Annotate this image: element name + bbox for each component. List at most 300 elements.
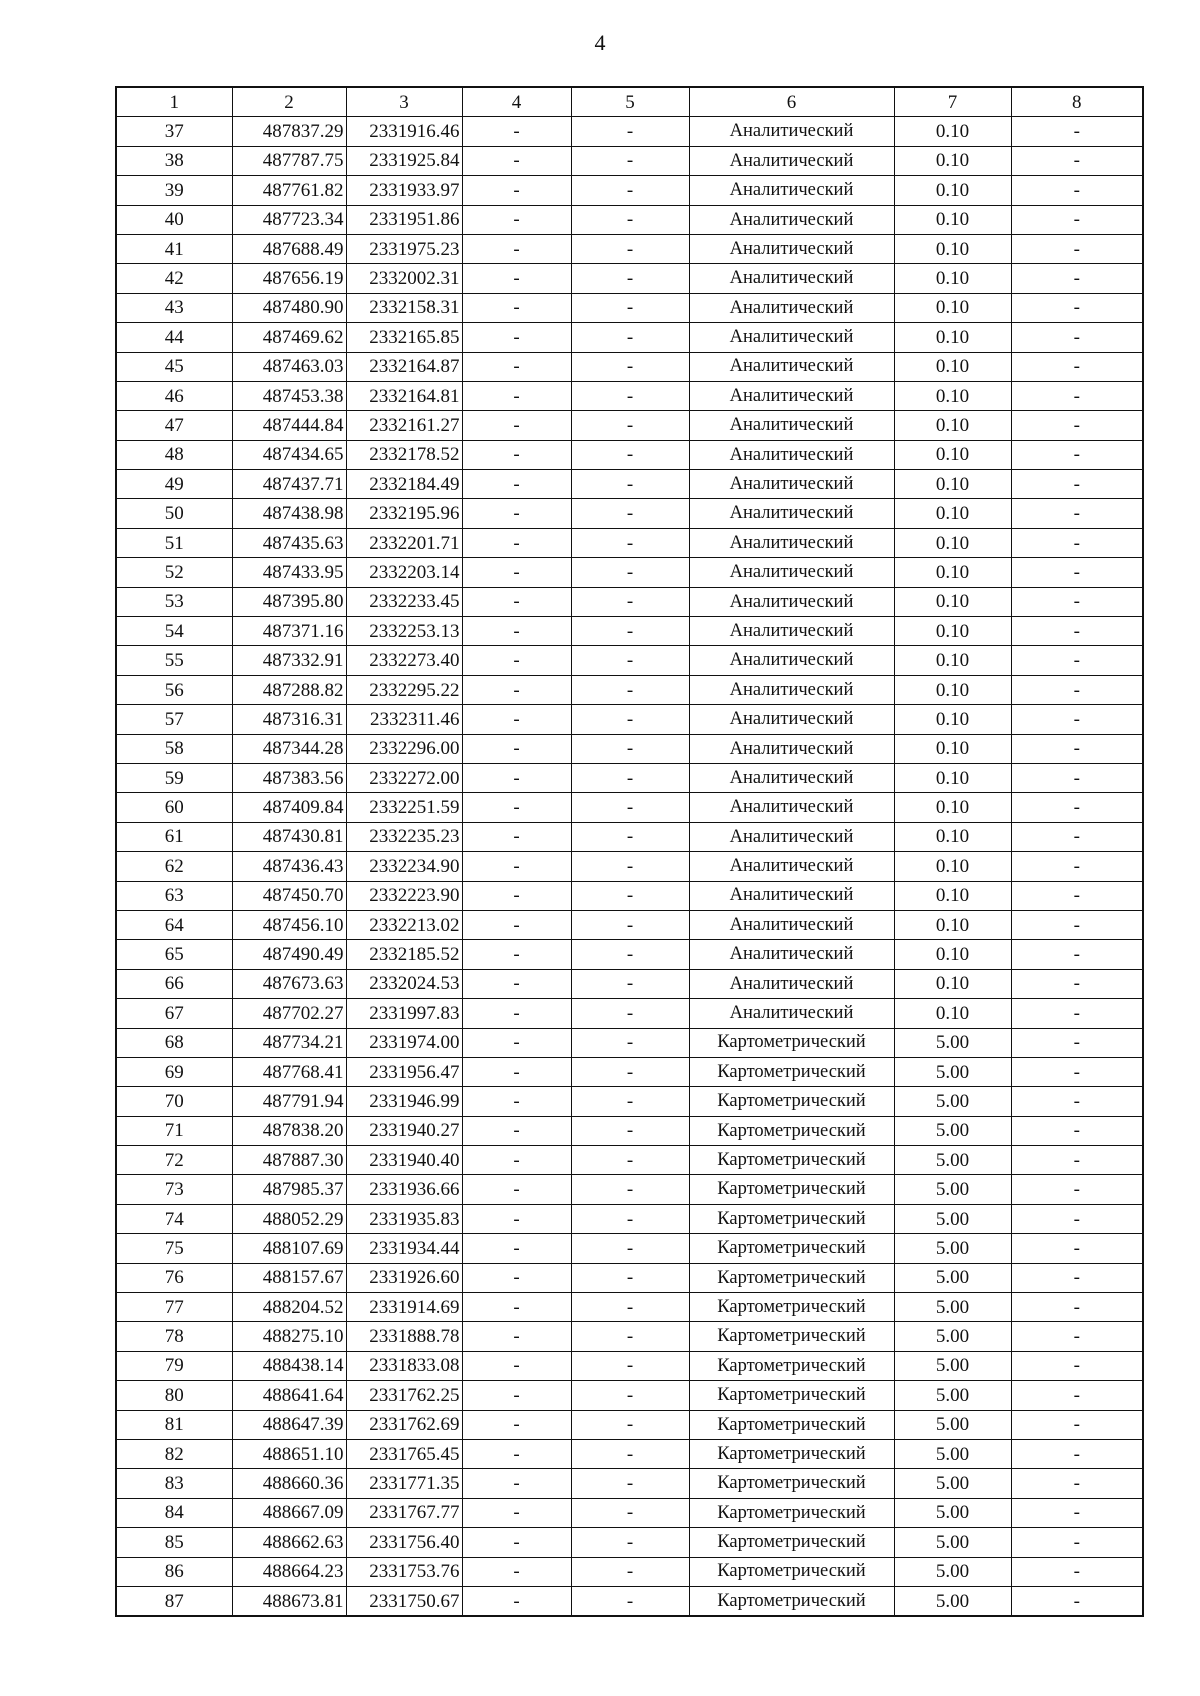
table-row	[116, 176, 1143, 205]
y-coordinate-cell: 2331926.60	[346, 1263, 462, 1292]
table-row	[116, 1410, 1143, 1439]
precision-cell: 5.00	[894, 1087, 1011, 1116]
y-coordinate-cell: 2332203.14	[346, 558, 462, 587]
point-number-cell: 38	[116, 146, 232, 175]
column-4-cell: -	[462, 323, 571, 352]
y-coordinate-cell: 2332024.53	[346, 969, 462, 998]
table-row	[116, 940, 1143, 969]
y-coordinate-cell: 2331956.47	[346, 1057, 462, 1086]
column-5-cell: -	[571, 617, 689, 646]
x-coordinate-cell: 488651.10	[232, 1439, 346, 1468]
column-8-cell: -	[1011, 852, 1143, 881]
y-coordinate-cell: 2331762.25	[346, 1381, 462, 1410]
method-cell: Картометрический	[689, 1586, 894, 1616]
column-8-cell: -	[1011, 558, 1143, 587]
page-number: 4	[594, 30, 606, 55]
y-coordinate-cell: 2331975.23	[346, 234, 462, 263]
x-coordinate-cell: 488647.39	[232, 1410, 346, 1439]
method-cell: Аналитический	[689, 822, 894, 851]
column-4-cell: -	[462, 1410, 571, 1439]
table-row	[116, 1263, 1143, 1292]
column-4-cell: -	[462, 587, 571, 616]
y-coordinate-cell: 2331914.69	[346, 1293, 462, 1322]
y-coordinate-cell: 2332296.00	[346, 734, 462, 763]
table-row	[116, 1087, 1143, 1116]
method-cell: Картометрический	[689, 1351, 894, 1380]
method-cell: Картометрический	[689, 1175, 894, 1204]
table-row	[116, 1528, 1143, 1557]
column-8-cell: -	[1011, 646, 1143, 675]
table-row	[116, 1351, 1143, 1380]
precision-cell: 0.10	[894, 940, 1011, 969]
column-8-cell: -	[1011, 293, 1143, 322]
table-row	[116, 499, 1143, 528]
precision-cell: 0.10	[894, 734, 1011, 763]
precision-cell: 0.10	[894, 205, 1011, 234]
column-4-cell: -	[462, 617, 571, 646]
table-row	[116, 1175, 1143, 1204]
table-row	[116, 587, 1143, 616]
column-4-cell: -	[462, 117, 571, 146]
column-5-cell: -	[571, 705, 689, 734]
y-coordinate-cell: 2332178.52	[346, 440, 462, 469]
table-row	[116, 352, 1143, 381]
y-coordinate-cell: 2332234.90	[346, 852, 462, 881]
column-4-cell: -	[462, 528, 571, 557]
column-4-cell: -	[462, 1439, 571, 1468]
point-number-cell: 51	[116, 528, 232, 557]
y-coordinate-cell: 2332201.71	[346, 528, 462, 557]
y-coordinate-cell: 2332272.00	[346, 763, 462, 792]
x-coordinate-cell: 487371.16	[232, 617, 346, 646]
column-8-cell: -	[1011, 470, 1143, 499]
point-number-cell: 37	[116, 117, 232, 146]
table-row	[116, 381, 1143, 410]
table-row	[116, 646, 1143, 675]
column-4-cell: -	[462, 1381, 571, 1410]
x-coordinate-cell: 487409.84	[232, 793, 346, 822]
precision-cell: 5.00	[894, 1322, 1011, 1351]
precision-cell: 5.00	[894, 1175, 1011, 1204]
x-coordinate-cell: 488157.67	[232, 1263, 346, 1292]
x-coordinate-cell: 488438.14	[232, 1351, 346, 1380]
y-coordinate-cell: 2332164.81	[346, 381, 462, 410]
x-coordinate-cell: 488664.23	[232, 1557, 346, 1586]
column-5-cell: -	[571, 1469, 689, 1498]
column-5-cell: -	[571, 293, 689, 322]
column-5-cell: -	[571, 264, 689, 293]
precision-cell: 5.00	[894, 1381, 1011, 1410]
x-coordinate-cell: 487490.49	[232, 940, 346, 969]
column-8-cell: -	[1011, 675, 1143, 704]
column-5-cell: -	[571, 1498, 689, 1527]
column-8-cell: -	[1011, 734, 1143, 763]
table-row	[116, 205, 1143, 234]
column-8-cell: -	[1011, 763, 1143, 792]
table-row	[116, 117, 1143, 146]
y-coordinate-cell: 2331934.44	[346, 1234, 462, 1263]
x-coordinate-cell: 487985.37	[232, 1175, 346, 1204]
table-row	[116, 822, 1143, 851]
table-row	[116, 1028, 1143, 1057]
x-coordinate-cell: 487463.03	[232, 352, 346, 381]
precision-cell: 5.00	[894, 1586, 1011, 1616]
column-5-cell: -	[571, 1057, 689, 1086]
column-8-cell: -	[1011, 1175, 1143, 1204]
column-5-cell: -	[571, 1146, 689, 1175]
precision-cell: 0.10	[894, 558, 1011, 587]
point-number-cell: 72	[116, 1146, 232, 1175]
point-number-cell: 66	[116, 969, 232, 998]
column-5-cell: -	[571, 999, 689, 1028]
x-coordinate-cell: 487433.95	[232, 558, 346, 587]
column-4-cell: -	[462, 1116, 571, 1145]
column-5-cell: -	[571, 852, 689, 881]
column-4-cell: -	[462, 293, 571, 322]
column-8-cell: -	[1011, 1586, 1143, 1616]
point-number-cell: 84	[116, 1498, 232, 1527]
column-8-cell: -	[1011, 1351, 1143, 1380]
column-5-cell: -	[571, 440, 689, 469]
point-number-cell: 67	[116, 999, 232, 1028]
point-number-cell: 57	[116, 705, 232, 734]
column-8-cell: -	[1011, 1204, 1143, 1233]
precision-cell: 0.10	[894, 617, 1011, 646]
x-coordinate-cell: 487450.70	[232, 881, 346, 910]
point-number-cell: 47	[116, 411, 232, 440]
column-8-cell: -	[1011, 1057, 1143, 1086]
column-5-cell: -	[571, 1087, 689, 1116]
precision-cell: 5.00	[894, 1028, 1011, 1057]
x-coordinate-cell: 487734.21	[232, 1028, 346, 1057]
precision-cell: 5.00	[894, 1204, 1011, 1233]
method-cell: Картометрический	[689, 1293, 894, 1322]
column-4-cell: -	[462, 675, 571, 704]
method-cell: Аналитический	[689, 852, 894, 881]
column-5-cell: -	[571, 763, 689, 792]
x-coordinate-cell: 487436.43	[232, 852, 346, 881]
x-coordinate-cell: 487702.27	[232, 999, 346, 1028]
column-5-cell: -	[571, 1322, 689, 1351]
column-4-cell: -	[462, 1498, 571, 1527]
y-coordinate-cell: 2331771.35	[346, 1469, 462, 1498]
table-row	[116, 1293, 1143, 1322]
x-coordinate-cell: 487453.38	[232, 381, 346, 410]
table-row	[116, 1146, 1143, 1175]
table-body	[116, 117, 1143, 1616]
y-coordinate-cell: 2331925.84	[346, 146, 462, 175]
y-coordinate-cell: 2331997.83	[346, 999, 462, 1028]
column-5-cell: -	[571, 1263, 689, 1292]
method-cell: Картометрический	[689, 1263, 894, 1292]
column-8-cell: -	[1011, 1381, 1143, 1410]
column-8-cell: -	[1011, 1498, 1143, 1527]
point-number-cell: 58	[116, 734, 232, 763]
column-header: 6	[689, 87, 894, 117]
precision-cell: 0.10	[894, 969, 1011, 998]
method-cell: Аналитический	[689, 646, 894, 675]
table-row	[116, 264, 1143, 293]
column-8-cell: -	[1011, 411, 1143, 440]
method-cell: Картометрический	[689, 1204, 894, 1233]
column-8-cell: -	[1011, 176, 1143, 205]
column-8-cell: -	[1011, 999, 1143, 1028]
point-number-cell: 49	[116, 470, 232, 499]
y-coordinate-cell: 2331946.99	[346, 1087, 462, 1116]
point-number-cell: 59	[116, 763, 232, 792]
column-8-cell: -	[1011, 793, 1143, 822]
precision-cell: 5.00	[894, 1557, 1011, 1586]
y-coordinate-cell: 2332311.46	[346, 705, 462, 734]
column-8-cell: -	[1011, 1146, 1143, 1175]
precision-cell: 0.10	[894, 528, 1011, 557]
column-4-cell: -	[462, 1586, 571, 1616]
point-number-cell: 44	[116, 323, 232, 352]
precision-cell: 0.10	[894, 587, 1011, 616]
y-coordinate-cell: 2332164.87	[346, 352, 462, 381]
precision-cell: 5.00	[894, 1439, 1011, 1468]
column-4-cell: -	[462, 999, 571, 1028]
x-coordinate-cell: 487430.81	[232, 822, 346, 851]
precision-cell: 5.00	[894, 1234, 1011, 1263]
point-number-cell: 78	[116, 1322, 232, 1351]
column-5-cell: -	[571, 1351, 689, 1380]
y-coordinate-cell: 2331888.78	[346, 1322, 462, 1351]
precision-cell: 5.00	[894, 1351, 1011, 1380]
table-row	[116, 293, 1143, 322]
x-coordinate-cell: 488667.09	[232, 1498, 346, 1527]
method-cell: Аналитический	[689, 969, 894, 998]
method-cell: Аналитический	[689, 617, 894, 646]
column-4-cell: -	[462, 793, 571, 822]
column-8-cell: -	[1011, 705, 1143, 734]
column-4-cell: -	[462, 176, 571, 205]
precision-cell: 0.10	[894, 822, 1011, 851]
point-number-cell: 87	[116, 1586, 232, 1616]
method-cell: Аналитический	[689, 352, 894, 381]
table-row	[116, 323, 1143, 352]
column-8-cell: -	[1011, 1439, 1143, 1468]
point-number-cell: 79	[116, 1351, 232, 1380]
method-cell: Аналитический	[689, 881, 894, 910]
column-5-cell: -	[571, 1234, 689, 1263]
table-row	[116, 852, 1143, 881]
precision-cell: 0.10	[894, 881, 1011, 910]
y-coordinate-cell: 2332165.85	[346, 323, 462, 352]
column-8-cell: -	[1011, 1028, 1143, 1057]
x-coordinate-cell: 487723.34	[232, 205, 346, 234]
precision-cell: 5.00	[894, 1293, 1011, 1322]
column-4-cell: -	[462, 969, 571, 998]
x-coordinate-cell: 487316.31	[232, 705, 346, 734]
y-coordinate-cell: 2332295.22	[346, 675, 462, 704]
point-number-cell: 63	[116, 881, 232, 910]
method-cell: Аналитический	[689, 205, 894, 234]
column-8-cell: -	[1011, 117, 1143, 146]
x-coordinate-cell: 487383.56	[232, 763, 346, 792]
table-row	[116, 1469, 1143, 1498]
point-number-cell: 52	[116, 558, 232, 587]
column-5-cell: -	[571, 352, 689, 381]
column-4-cell: -	[462, 1557, 571, 1586]
method-cell: Аналитический	[689, 675, 894, 704]
column-8-cell: -	[1011, 881, 1143, 910]
column-5-cell: -	[571, 1439, 689, 1468]
table-row	[116, 969, 1143, 998]
y-coordinate-cell: 2331940.40	[346, 1146, 462, 1175]
column-header: 3	[346, 87, 462, 117]
column-header: 5	[571, 87, 689, 117]
column-5-cell: -	[571, 528, 689, 557]
precision-cell: 0.10	[894, 117, 1011, 146]
x-coordinate-cell: 488662.63	[232, 1528, 346, 1557]
column-8-cell: -	[1011, 969, 1143, 998]
column-5-cell: -	[571, 734, 689, 763]
method-cell: Аналитический	[689, 940, 894, 969]
column-header: 1	[116, 87, 232, 117]
point-number-cell: 65	[116, 940, 232, 969]
method-cell: Аналитический	[689, 499, 894, 528]
method-cell: Картометрический	[689, 1057, 894, 1086]
column-4-cell: -	[462, 1322, 571, 1351]
table-row	[116, 793, 1143, 822]
column-8-cell: -	[1011, 940, 1143, 969]
point-number-cell: 69	[116, 1057, 232, 1086]
precision-cell: 0.10	[894, 411, 1011, 440]
table-row	[116, 1234, 1143, 1263]
precision-cell: 0.10	[894, 793, 1011, 822]
method-cell: Аналитический	[689, 734, 894, 763]
method-cell: Аналитический	[689, 587, 894, 616]
column-8-cell: -	[1011, 1087, 1143, 1116]
method-cell: Аналитический	[689, 293, 894, 322]
x-coordinate-cell: 488673.81	[232, 1586, 346, 1616]
table-row	[116, 734, 1143, 763]
point-number-cell: 39	[116, 176, 232, 205]
column-4-cell: -	[462, 646, 571, 675]
column-8-cell: -	[1011, 910, 1143, 939]
y-coordinate-cell: 2332223.90	[346, 881, 462, 910]
method-cell: Аналитический	[689, 381, 894, 410]
precision-cell: 0.10	[894, 705, 1011, 734]
column-header: 8	[1011, 87, 1143, 117]
method-cell: Аналитический	[689, 910, 894, 939]
column-5-cell: -	[571, 146, 689, 175]
method-cell: Аналитический	[689, 763, 894, 792]
column-5-cell: -	[571, 1381, 689, 1410]
precision-cell: 0.10	[894, 234, 1011, 263]
method-cell: Картометрический	[689, 1234, 894, 1263]
method-cell: Аналитический	[689, 528, 894, 557]
x-coordinate-cell: 487395.80	[232, 587, 346, 616]
y-coordinate-cell: 2331753.76	[346, 1557, 462, 1586]
table-row	[116, 528, 1143, 557]
precision-cell: 5.00	[894, 1410, 1011, 1439]
y-coordinate-cell: 2332158.31	[346, 293, 462, 322]
column-8-cell: -	[1011, 822, 1143, 851]
point-number-cell: 61	[116, 822, 232, 851]
point-number-cell: 53	[116, 587, 232, 616]
point-number-cell: 43	[116, 293, 232, 322]
x-coordinate-cell: 487288.82	[232, 675, 346, 704]
point-number-cell: 46	[116, 381, 232, 410]
column-header: 7	[894, 87, 1011, 117]
column-5-cell: -	[571, 1586, 689, 1616]
point-number-cell: 50	[116, 499, 232, 528]
point-number-cell: 45	[116, 352, 232, 381]
point-number-cell: 86	[116, 1557, 232, 1586]
column-5-cell: -	[571, 646, 689, 675]
column-4-cell: -	[462, 205, 571, 234]
y-coordinate-cell: 2331750.67	[346, 1586, 462, 1616]
y-coordinate-cell: 2331756.40	[346, 1528, 462, 1557]
column-4-cell: -	[462, 1293, 571, 1322]
column-4-cell: -	[462, 1146, 571, 1175]
method-cell: Картометрический	[689, 1410, 894, 1439]
column-5-cell: -	[571, 205, 689, 234]
precision-cell: 0.10	[894, 646, 1011, 675]
column-4-cell: -	[462, 1263, 571, 1292]
x-coordinate-cell: 487434.65	[232, 440, 346, 469]
column-5-cell: -	[571, 969, 689, 998]
method-cell: Картометрический	[689, 1469, 894, 1498]
column-5-cell: -	[571, 1028, 689, 1057]
column-5-cell: -	[571, 910, 689, 939]
y-coordinate-cell: 2332161.27	[346, 411, 462, 440]
column-4-cell: -	[462, 1028, 571, 1057]
precision-cell: 0.10	[894, 381, 1011, 410]
method-cell: Аналитический	[689, 234, 894, 263]
column-5-cell: -	[571, 675, 689, 704]
table-row	[116, 1381, 1143, 1410]
column-8-cell: -	[1011, 1322, 1143, 1351]
y-coordinate-cell: 2332273.40	[346, 646, 462, 675]
column-5-cell: -	[571, 470, 689, 499]
x-coordinate-cell: 488204.52	[232, 1293, 346, 1322]
table-row	[116, 1586, 1143, 1616]
table-row	[116, 146, 1143, 175]
column-4-cell: -	[462, 146, 571, 175]
x-coordinate-cell: 487480.90	[232, 293, 346, 322]
table-row	[116, 1557, 1143, 1586]
column-8-cell: -	[1011, 234, 1143, 263]
column-8-cell: -	[1011, 146, 1143, 175]
method-cell: Картометрический	[689, 1528, 894, 1557]
column-4-cell: -	[462, 705, 571, 734]
column-8-cell: -	[1011, 1528, 1143, 1557]
precision-cell: 5.00	[894, 1498, 1011, 1527]
point-number-cell: 85	[116, 1528, 232, 1557]
column-4-cell: -	[462, 1204, 571, 1233]
point-number-cell: 64	[116, 910, 232, 939]
table-row	[116, 1204, 1143, 1233]
y-coordinate-cell: 2332213.02	[346, 910, 462, 939]
column-8-cell: -	[1011, 617, 1143, 646]
point-number-cell: 83	[116, 1469, 232, 1498]
column-5-cell: -	[571, 381, 689, 410]
column-4-cell: -	[462, 558, 571, 587]
precision-cell: 0.10	[894, 323, 1011, 352]
x-coordinate-cell: 487887.30	[232, 1146, 346, 1175]
y-coordinate-cell: 2331916.46	[346, 117, 462, 146]
point-number-cell: 54	[116, 617, 232, 646]
y-coordinate-cell: 2331974.00	[346, 1028, 462, 1057]
precision-cell: 5.00	[894, 1057, 1011, 1086]
x-coordinate-cell: 487791.94	[232, 1087, 346, 1116]
table-row	[116, 1057, 1143, 1086]
table-row	[116, 999, 1143, 1028]
point-number-cell: 80	[116, 1381, 232, 1410]
